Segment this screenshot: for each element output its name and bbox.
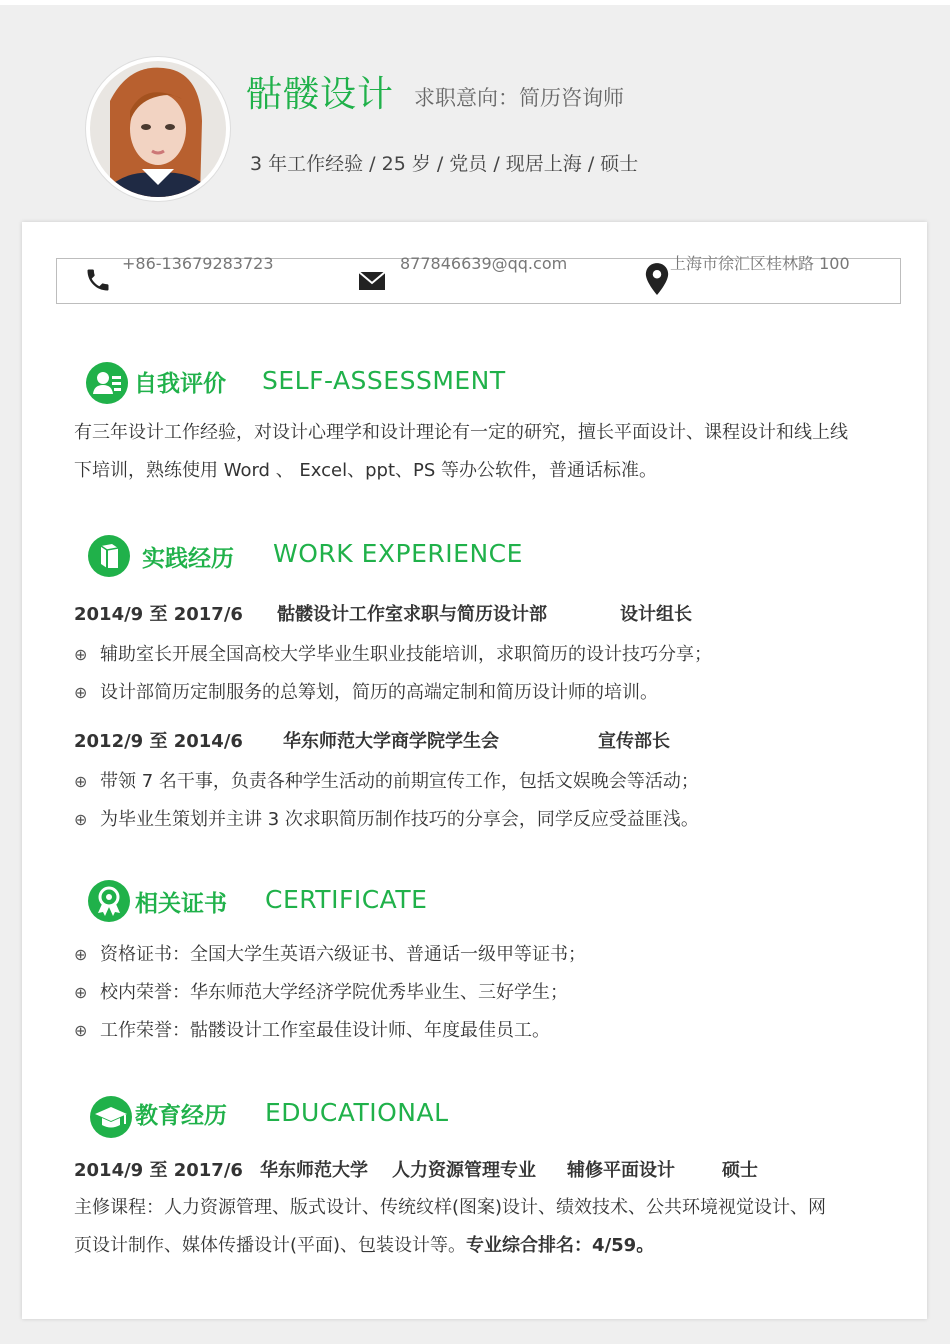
candidate-name: 骷髅设计 [246,74,395,115]
mail-icon [358,270,386,292]
section-title-self-assessment: 自我评价 [134,371,226,397]
certificate-item-3: ⊕ 工作荣誉：骷髅设计工作室最佳设计师、年度最佳员工。 [74,1020,550,1041]
education-rank: 专业综合排名：4/59。 [466,1235,655,1256]
self-assessment-line-1: 有三年设计工作经验，对设计心理学和设计理论有一定的研究，擅长平面设计、课程设计和线上线 [74,422,848,443]
circle-plus-icon: ⊕ [74,945,88,964]
job-1-date: 2014/9 至 2017/6 [74,604,243,625]
email-address: 877846639@qq.com [400,254,568,273]
job-2-date: 2012/9 至 2014/6 [74,731,243,752]
job-2-bullet-2: ⊕ 为毕业生策划并主讲 3 次求职简历制作技巧的分享会，同学反应受益匪浅。 [74,809,699,830]
section-subtitle-self-assessment: SELF-ASSESSMENT [262,366,506,395]
job-1-role: 设计组长 [620,604,692,625]
self-assessment-line-2: 下培训，熟练使用 Word 、 Excel、ppt、PS 等办公软件，普通话标准。 [74,460,658,481]
section-title-certificate: 相关证书 [135,891,227,917]
certificate-item-2: ⊕ 校内荣誉：华东师范大学经济学院优秀毕业生、三好学生； [74,982,568,1003]
education-degree: 硕士 [722,1160,758,1181]
award-icon [88,880,130,922]
avatar [86,57,230,201]
job-1-bullet-2: ⊕ 设计部简历定制服务的总筹划，简历的高端定制和简历设计师的培训。 [74,682,658,703]
education-school: 华东师范大学 [260,1160,368,1181]
section-subtitle-certificate: CERTIFICATE [265,885,428,914]
education-date: 2014/9 至 2017/6 [74,1160,243,1181]
section-subtitle-education: EDUCATIONAL [265,1098,449,1127]
job-2-org: 华东师范大学商学院学生会 [283,731,499,752]
education-courses-line-1: 主修课程：人力资源管理、版式设计、传统纹样(图案)设计、绩效技术、公共环境视觉设计、网 [74,1197,827,1218]
section-title-work: 实践经历 [142,546,234,572]
job-1-org: 骷髅设计工作室求职与简历设计部 [277,604,547,625]
circle-plus-icon: ⊕ [74,683,88,702]
job-2-role: 宣传部长 [598,731,670,752]
phone-icon [84,266,112,294]
resume-card [22,222,927,1319]
candidate-meta: 3 年工作经验 / 25 岁 / 党员 / 现居上海 / 硕士 [250,153,639,175]
section-title-education: 教育经历 [135,1103,227,1129]
education-major: 人力资源管理专业 [392,1160,536,1181]
phone-number: +86-13679283723 [122,254,274,273]
circle-plus-icon: ⊕ [74,645,88,664]
education-courses-line-2: 页设计制作、媒体传播设计(平面)、包装设计等。专业综合排名：4/59。 [74,1235,655,1256]
circle-plus-icon: ⊕ [74,810,88,829]
circle-plus-icon: ⊕ [74,983,88,1002]
section-subtitle-work: WORK EXPERIENCE [273,539,523,568]
education-minor: 辅修平面设计 [567,1160,675,1181]
circle-plus-icon: ⊕ [74,772,88,791]
graduation-cap-icon [90,1096,132,1138]
job-intent: 求职意向：简历咨询师 [414,86,624,110]
person-icon [86,362,128,404]
address: 上海市徐汇区桂林路 100 [670,254,850,273]
location-pin-icon [644,262,670,296]
book-icon [88,535,130,577]
circle-plus-icon: ⊕ [74,1021,88,1040]
certificate-item-1: ⊕ 资格证书：全国大学生英语六级证书、普通话一级甲等证书； [74,944,586,965]
job-2-bullet-1: ⊕ 带领 7 名干事，负责各种学生活动的前期宣传工作，包括文娱晚会等活动； [74,771,699,792]
top-strip [0,0,950,5]
job-1-bullet-1: ⊕ 辅助室长开展全国高校大学毕业生职业技能培训，求职简历的设计技巧分享； [74,644,712,665]
